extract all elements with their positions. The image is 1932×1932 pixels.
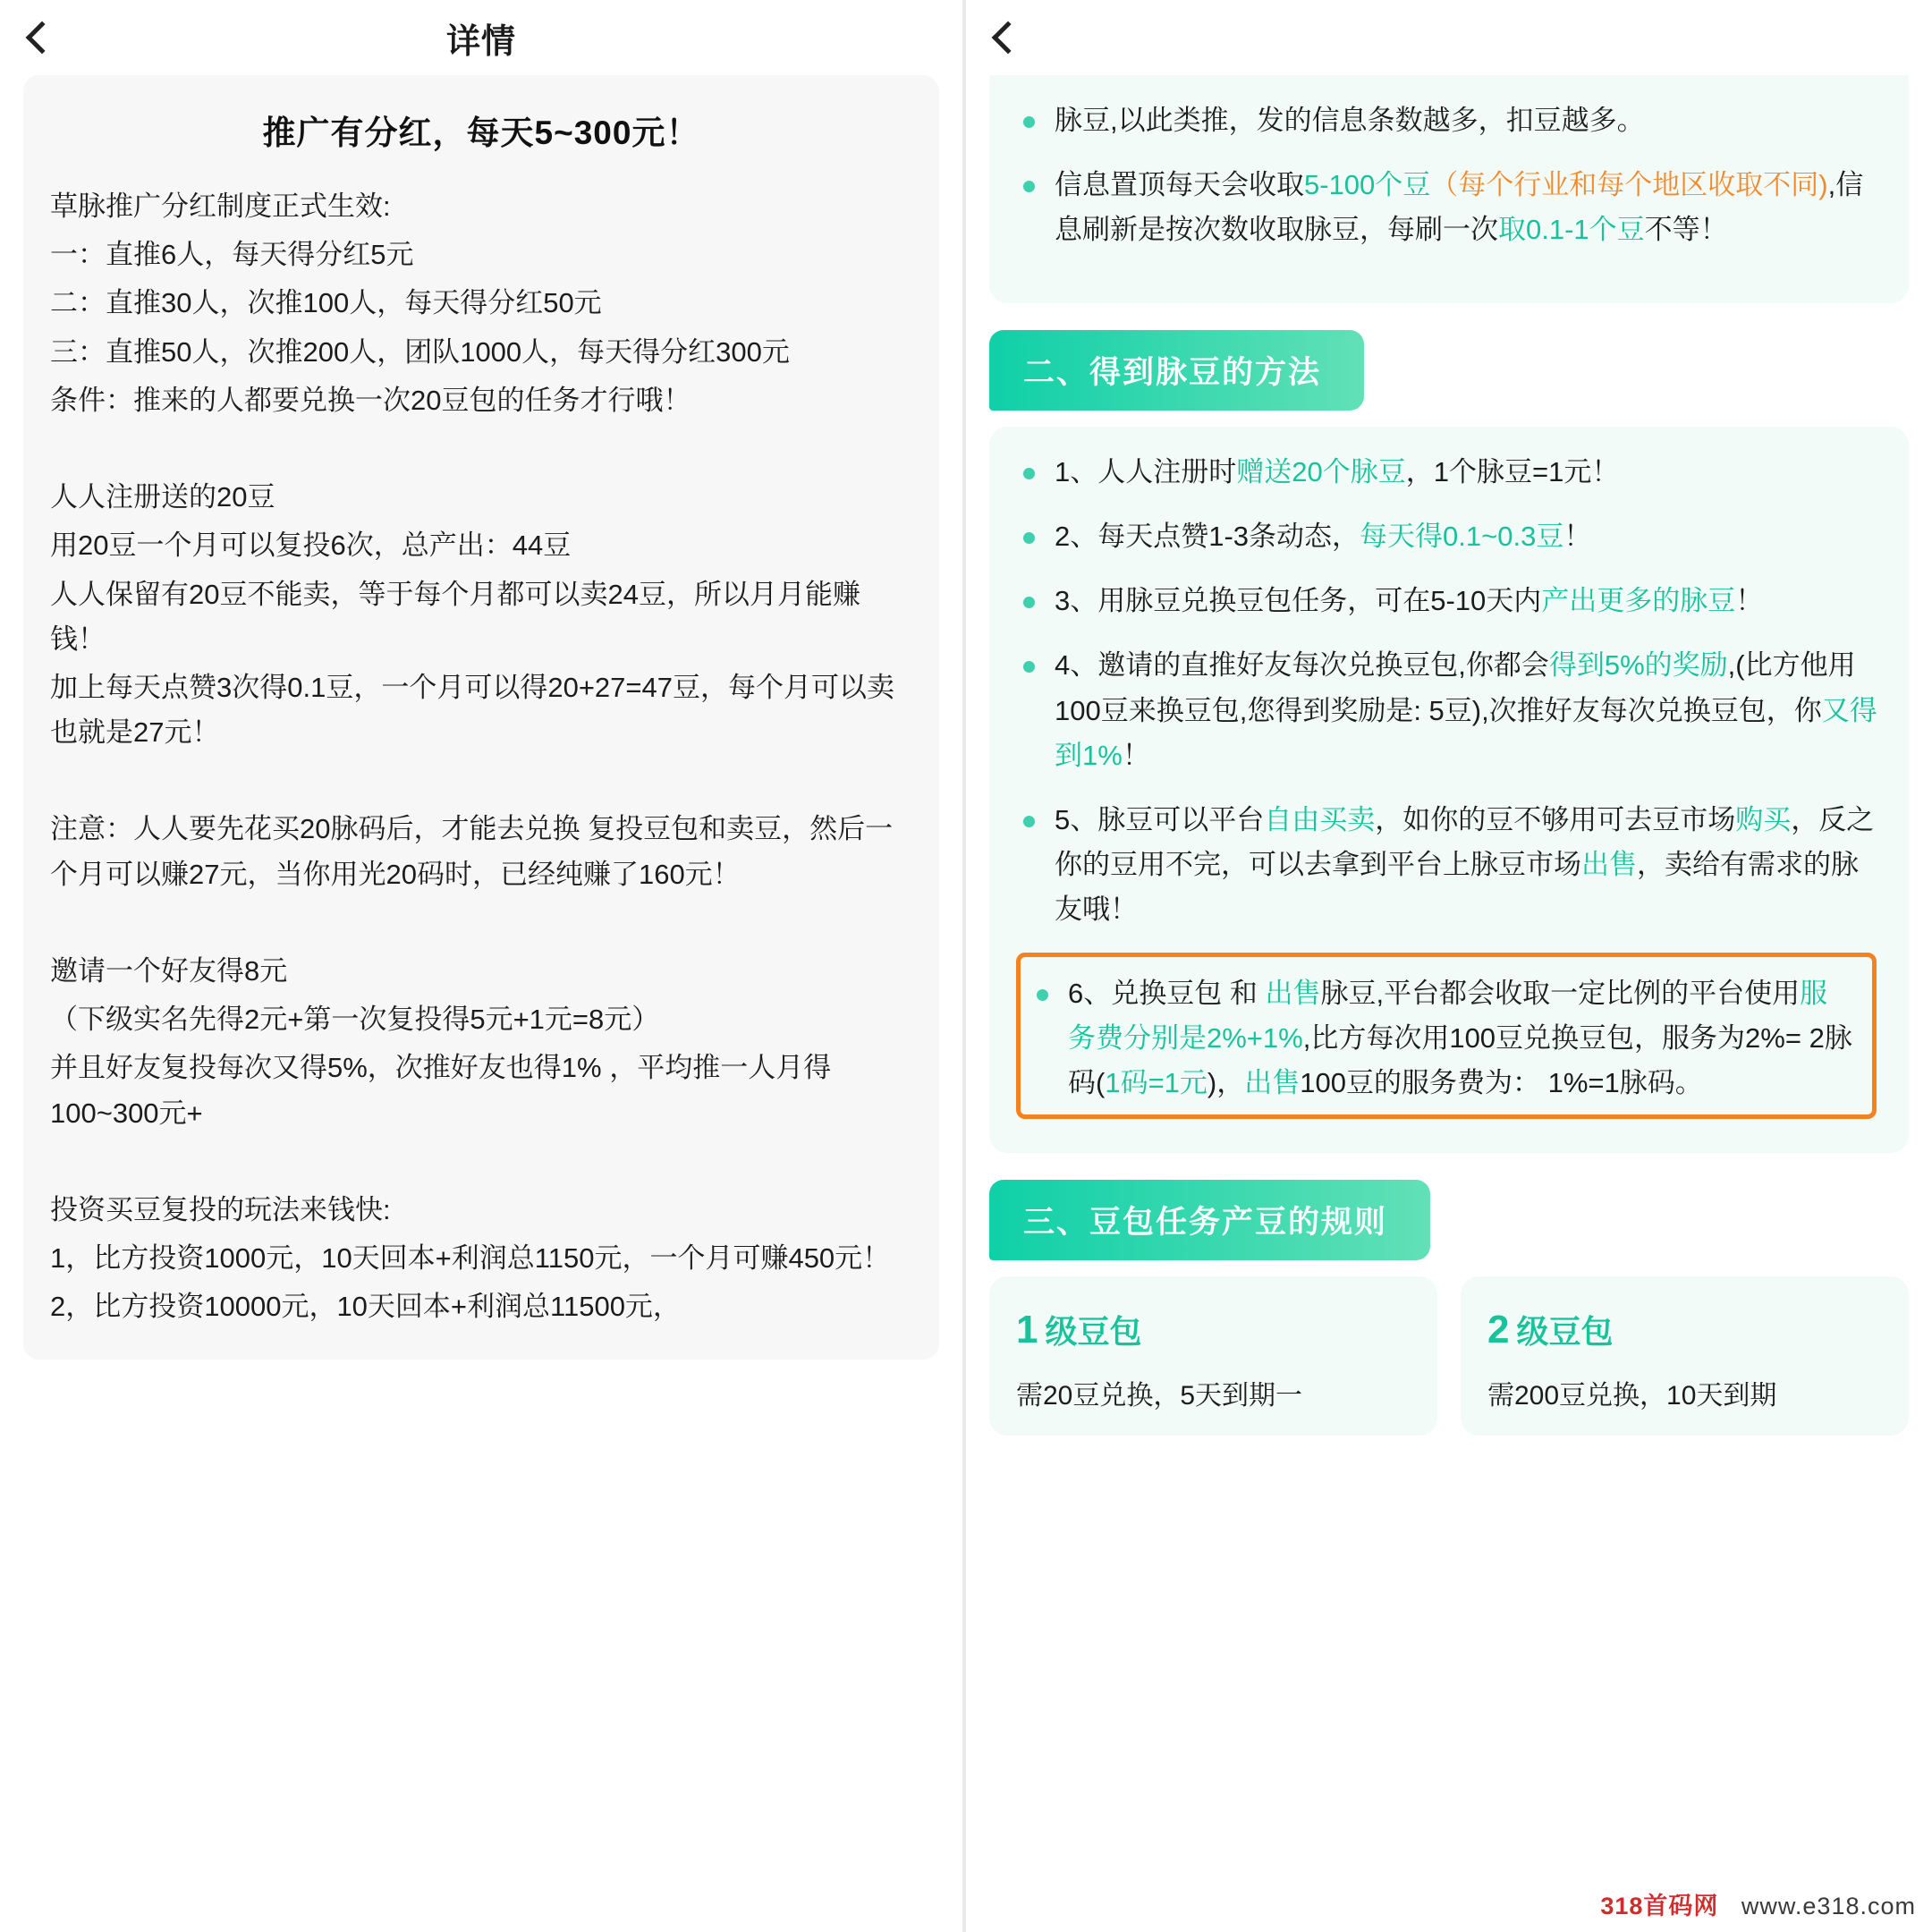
highlighted-list-item <box>1016 953 1877 1120</box>
list-item <box>1016 798 1882 933</box>
bullet-dot-icon <box>1023 181 1035 192</box>
spacer <box>50 1140 912 1188</box>
chevron-left-icon <box>992 21 1025 55</box>
list-item <box>1016 514 1882 559</box>
bullet-dot-icon <box>1023 468 1035 479</box>
bullet-dot-icon <box>1023 116 1035 128</box>
spacer <box>50 758 912 807</box>
list-item-text: 2、每天点赞1-3条动态，每天得0.1~0.3豆！ <box>1055 520 1592 552</box>
bullet-dot-icon <box>1023 532 1035 544</box>
watermark-url: www.e318.com <box>1741 1893 1916 1919</box>
paragraph: 注意：人人要先花买20脉码后，才能去兑换 复投豆包和卖豆，然后一个月可以赚27元，当你用光20码时，已经纯赚了160元！ <box>50 813 894 890</box>
watermark <box>1600 1886 1916 1921</box>
list-item <box>1016 98 1882 143</box>
paragraph: 一：直推6人，每天得分红5元 <box>50 239 414 271</box>
paragraph: 三：直推50人，次推200人，团队1000人，每天得分红300元 <box>50 335 790 368</box>
bean-package-title <box>1487 1307 1882 1352</box>
bullet-dot-icon <box>1037 989 1048 1001</box>
paragraph: （下级实名先得2元+第一次复投得5元+1元=8元） <box>50 1004 660 1036</box>
back-button[interactable] <box>966 0 1041 75</box>
promotion-card <box>23 75 939 1360</box>
list-item-text: 1、人人注册时赠送20个脉豆，1个脉豆=1元！ <box>1055 455 1620 487</box>
earn-beans-card <box>989 427 1909 1154</box>
section-three <box>966 1180 1932 1436</box>
paragraph: 投资买豆复投的玩法来钱快: <box>50 1193 391 1225</box>
list-item <box>1016 163 1882 252</box>
list-item <box>1016 450 1882 495</box>
bean-package-row <box>989 1276 1909 1436</box>
list-item <box>1016 579 1882 623</box>
bean-package-card[interactable] <box>989 1276 1437 1436</box>
paragraph: 二：直推30人，次推100人，每天得分红50元 <box>50 287 602 319</box>
right-screen <box>966 0 1932 1932</box>
paragraph: 加上每天点赞3次得0.1豆，一个月可以得20+27=47豆，每个月可以卖也就是27元！ <box>50 671 894 749</box>
section-heading: 二、得到脉豆的方法 <box>989 330 1364 411</box>
paragraph: 条件：推来的人都要兑换一次20豆包的任务才行哦！ <box>50 384 691 416</box>
paragraph: 人人保留有20豆不能卖，等于每个月都可以卖24豆，所以月月能赚钱！ <box>50 578 860 655</box>
fee-rules-card <box>989 48 1909 303</box>
spacer <box>50 901 912 949</box>
section-two <box>966 330 1932 1154</box>
bean-level-number: 2 <box>1487 1308 1510 1352</box>
list-item-text: 4、邀请的直推好友每次兑换豆包,你都会得到5%的奖励,(比方他用100豆来换豆包,您得到奖励是: 5豆),次推好友每次兑换豆包，你又得到1%！ <box>1055 649 1877 771</box>
paragraph: 用20豆一个月可以复投6次，总产出：44豆 <box>50 530 572 562</box>
bean-package-desc: 需200豆兑换，10天到期 <box>1487 1381 1777 1411</box>
paragraph: 1，比方投资1000元，10天回本+利润总1150元，一个月可赚450元！ <box>50 1241 891 1274</box>
card-title: 推广有分红，每天5~300元！ <box>262 114 700 151</box>
bean-level-number: 1 <box>1016 1308 1038 1352</box>
watermark-site-name: 318首码网 <box>1600 1893 1719 1919</box>
left-navbar <box>0 0 962 75</box>
right-navbar <box>966 0 1932 75</box>
bean-package-title <box>1016 1307 1411 1352</box>
section-heading: 三、豆包任务产豆的规则 <box>989 1180 1430 1260</box>
paragraph: 人人注册送的20豆 <box>50 481 275 513</box>
paragraph: 邀请一个好友得8元 <box>50 954 288 987</box>
bean-level-label: 级豆包 <box>1516 1313 1614 1351</box>
left-content <box>0 75 962 1360</box>
page-title: 详情 <box>445 22 516 61</box>
list-item-text: 6、兑换豆包 和 出售脉豆,平台都会收取一定比例的平台使用服务费分别是2%+1%,比方每次用100豆兑换豆包，服务为2%= 2脉码(1码=1元)，出售100豆的服务费为： 1%=1脉码。 <box>1068 977 1852 1099</box>
bullet-dot-icon <box>1023 597 1035 608</box>
bean-package-desc: 需20豆兑换，5天到期一 <box>1016 1381 1303 1411</box>
spacer <box>50 427 912 475</box>
list-item-text: 信息置顶每天会收取5-100个豆（每个行业和每个地区收取不同),信息刷新是按次数收取脉豆，每刷一次取0.1-1个豆不等！ <box>1055 169 1864 246</box>
list-item-text: 3、用脉豆兑换豆包任务，可在5-10天内产出更多的脉豆！ <box>1055 585 1764 617</box>
list-item-text: 5、脉豆可以平台自由买卖，如你的豆不够用可去豆市场购买，反之你的豆用不完，可以去拿到平台上脉豆市场出售，卖给有需求的脉友哦！ <box>1055 803 1875 926</box>
bean-level-label: 级豆包 <box>1045 1313 1142 1351</box>
paragraph: 草脉推广分红制度正式生效: <box>50 191 391 222</box>
paragraph: 并且好友复投每次又得5%，次推好友也得1% ，平均推一人月得100~300元+ <box>50 1052 832 1129</box>
bean-package-card[interactable] <box>1461 1276 1909 1436</box>
bullet-dot-icon <box>1023 661 1035 673</box>
bullet-dot-icon <box>1023 816 1035 827</box>
list-item-text: 脉豆,以此类推，发的信息条数越多，扣豆越多。 <box>1055 105 1645 136</box>
list-item <box>1016 643 1882 778</box>
paragraph: 2，比方投资10000元，10天回本+利润总11500元， <box>50 1291 681 1323</box>
